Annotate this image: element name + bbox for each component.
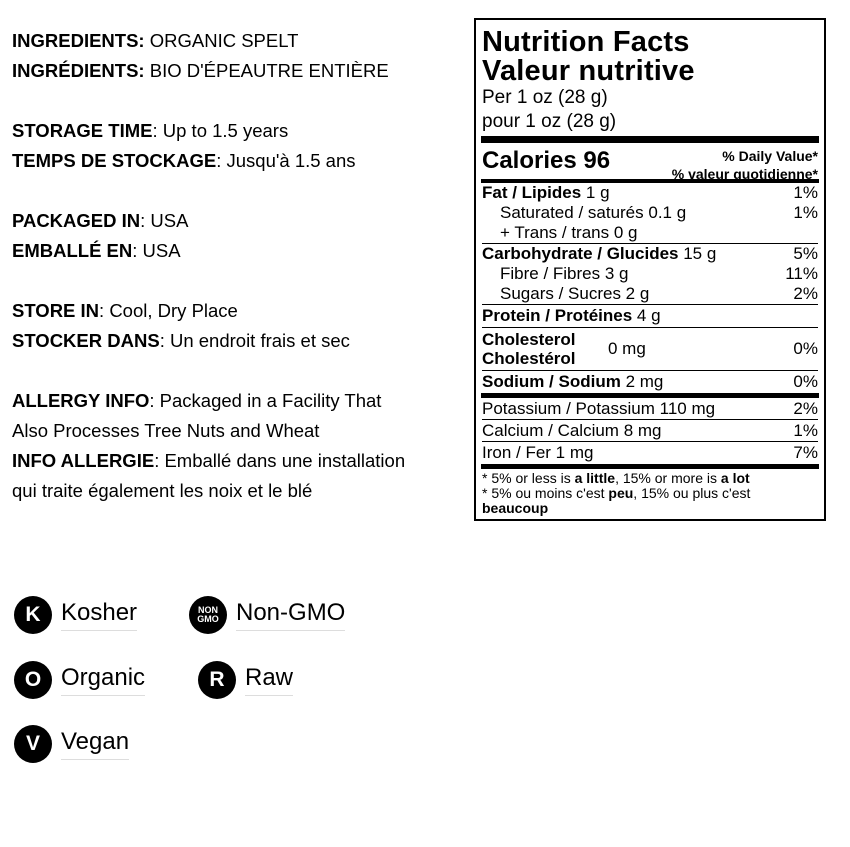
calcium-percent: 1% bbox=[793, 421, 818, 440]
raw-label: Raw bbox=[245, 664, 293, 696]
allergy-en-label: ALLERGY INFO bbox=[12, 390, 150, 411]
store-fr bbox=[12, 326, 467, 356]
allergy-en-cont: Also Processes Tree Nuts and Wheat bbox=[12, 420, 320, 441]
footnote-fr: * 5% ou moins c'est peu, 15% ou plus c'est bbox=[482, 485, 751, 501]
allergy-fr-label: INFO ALLERGIE bbox=[12, 450, 155, 471]
iron-percent: 7% bbox=[793, 443, 818, 462]
iron-label: Iron / Fer 1 mg bbox=[482, 443, 594, 462]
packaged-fr-label: EMBALLÉ EN bbox=[12, 240, 133, 261]
fat-percent: 1% bbox=[793, 183, 818, 202]
potassium-percent: 2% bbox=[793, 399, 818, 418]
carb-label: Carbohydrate / Glucides bbox=[482, 244, 679, 263]
non-gmo-icon: NON GMO bbox=[189, 596, 227, 634]
storage-en-value: : Up to 1.5 years bbox=[152, 120, 289, 141]
trans-row bbox=[482, 223, 818, 243]
packaged-fr bbox=[12, 236, 467, 266]
footnote-en: * 5% or less is a little, 15% or more is a lot bbox=[482, 470, 750, 486]
calcium-row bbox=[482, 420, 818, 441]
kosher-label: Kosher bbox=[61, 599, 137, 631]
store-fr-value: : Un endroit frais et sec bbox=[159, 330, 350, 351]
sodium-amount: 2 mg bbox=[620, 372, 664, 391]
packaged-en bbox=[12, 206, 467, 236]
storage-en bbox=[12, 116, 467, 146]
storage-en-label: STORAGE TIME bbox=[12, 120, 153, 141]
ingredients-fr-label: INGRÉDIENTS: bbox=[12, 60, 145, 81]
carb-row bbox=[482, 244, 818, 264]
vegan-label: Vegan bbox=[61, 728, 129, 760]
daily-value-en: % Daily Value* bbox=[722, 148, 818, 164]
fat-label: Fat / Lipides bbox=[482, 183, 582, 202]
fat-amount: 1 g bbox=[581, 183, 610, 202]
packaged-fr-value: : USA bbox=[132, 240, 181, 261]
iron-row bbox=[482, 442, 818, 463]
packaged-en-value: : USA bbox=[140, 210, 189, 231]
protein-label: Protein / Protéines bbox=[482, 306, 633, 325]
fibre-row bbox=[482, 264, 818, 284]
potassium-row bbox=[482, 398, 818, 419]
badge-kosher bbox=[14, 596, 137, 634]
calories-row bbox=[482, 143, 818, 182]
non-gmo-label: Non-GMO bbox=[236, 599, 345, 631]
sodium-label: Sodium / Sodium bbox=[482, 372, 621, 391]
footnote-fr-cont: beaucoup bbox=[482, 500, 549, 516]
saturated-percent: 1% bbox=[793, 203, 818, 222]
allergy-en-value-1: : Packaged in a Facility That bbox=[149, 390, 382, 411]
badge-raw bbox=[198, 661, 293, 699]
store-en-label: STORE IN bbox=[12, 300, 100, 321]
store-en bbox=[12, 296, 467, 326]
footnote bbox=[482, 469, 818, 516]
saturated-row bbox=[482, 203, 818, 223]
nutrition-title-fr: Valeur nutritive bbox=[482, 55, 695, 87]
allergy-fr bbox=[12, 446, 467, 476]
trans-label: + Trans / trans 0 g bbox=[500, 223, 638, 242]
calories: Calories 96 bbox=[482, 147, 611, 174]
daily-value-fr: % valeur quotidienne* bbox=[671, 166, 818, 182]
sugars-percent: 2% bbox=[793, 284, 818, 303]
calcium-label: Calcium / Calcium 8 mg bbox=[482, 421, 662, 440]
saturated-label: Saturated / saturés 0.1 g bbox=[500, 203, 687, 222]
nutrition-facts-panel bbox=[474, 18, 826, 521]
sugars-row bbox=[482, 284, 818, 304]
storage-fr-value: : Jusqu'à 1.5 ans bbox=[216, 150, 356, 171]
storage-fr bbox=[12, 146, 467, 176]
allergy-fr-cont: qui traite également les noix et le blé bbox=[12, 480, 313, 501]
sodium-row bbox=[482, 371, 818, 393]
protein-amount: 4 g bbox=[632, 306, 661, 325]
ingredients-fr bbox=[12, 56, 467, 86]
store-en-value: : Cool, Dry Place bbox=[99, 300, 238, 321]
raw-icon: R bbox=[198, 661, 236, 699]
product-info bbox=[12, 26, 467, 506]
ingredients-en-value: ORGANIC SPELT bbox=[144, 30, 299, 51]
serving-fr: pour 1 oz (28 g) bbox=[482, 111, 617, 132]
cholesterol-percent: 0% bbox=[793, 339, 818, 358]
carb-percent: 5% bbox=[793, 244, 818, 263]
potassium-label: Potassium / Potassium 110 mg bbox=[482, 399, 716, 418]
fat-row bbox=[482, 183, 818, 203]
cholesterol-label-en: Cholesterol bbox=[482, 330, 576, 349]
sugars-label: Sugars / Sucres 2 g bbox=[500, 284, 650, 303]
allergy-fr-value-1: : Emballé dans une installation bbox=[154, 450, 406, 471]
sodium-percent: 0% bbox=[793, 372, 818, 391]
cholesterol-row bbox=[482, 328, 818, 370]
ingredients-fr-value: BIO D'ÉPEAUTRE ENTIÈRE bbox=[144, 60, 389, 81]
nutrition-title-en: Nutrition Facts bbox=[482, 26, 690, 58]
badge-non-gmo bbox=[189, 596, 345, 634]
divider-thick bbox=[481, 136, 819, 143]
kosher-icon: K bbox=[14, 596, 52, 634]
serving-en: Per 1 oz (28 g) bbox=[482, 87, 608, 108]
organic-icon: O bbox=[14, 661, 52, 699]
storage-fr-label: TEMPS DE STOCKAGE bbox=[12, 150, 217, 171]
organic-label: Organic bbox=[61, 664, 145, 696]
fibre-percent: 11% bbox=[785, 264, 818, 283]
fibre-label: Fibre / Fibres 3 g bbox=[500, 264, 629, 283]
carb-amount: 15 g bbox=[678, 244, 717, 263]
vegan-icon: V bbox=[14, 725, 52, 763]
badge-vegan bbox=[14, 725, 129, 763]
cholesterol-label-fr: Cholestérol bbox=[482, 349, 576, 368]
store-fr-label: STOCKER DANS bbox=[12, 330, 160, 351]
ingredients-en bbox=[12, 26, 467, 56]
packaged-en-label: PACKAGED IN bbox=[12, 210, 141, 231]
protein-row bbox=[482, 305, 818, 327]
ingredients-en-label: INGREDIENTS: bbox=[12, 30, 145, 51]
allergy-en bbox=[12, 386, 467, 416]
cholesterol-amount: 0 mg bbox=[608, 339, 646, 358]
badge-organic bbox=[14, 661, 145, 699]
